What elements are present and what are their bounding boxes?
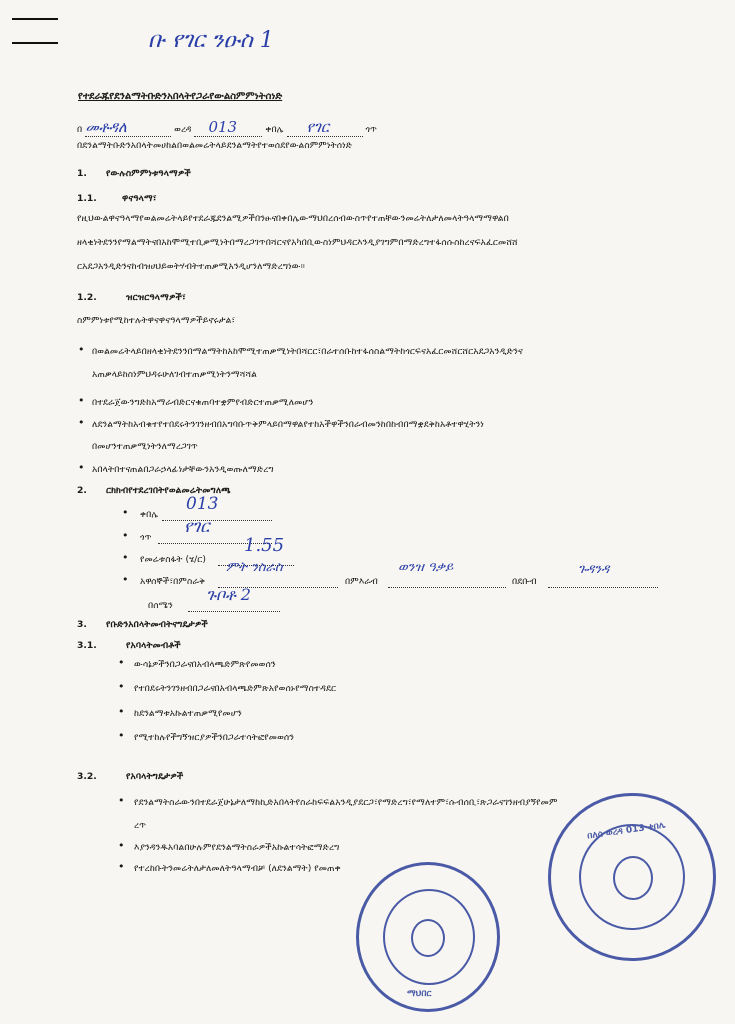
intro-word-4: ጎጥ: [365, 124, 378, 135]
intro-line-2: በደንልማትቡድንአበላትመሀከልበወልመሬትላይደንልማትየተወሰደየውልስምምነትሰነድ: [77, 140, 353, 151]
objective-2: በተደራጀውንግድከአማራብድርናቁጠባተቋምየብድርተጠቃሚለመሆን: [92, 397, 314, 408]
stamp-left-emblem: [411, 919, 445, 957]
intro-word-3: ቀበሌ: [265, 124, 284, 135]
section-1-1-number: 1.1.: [77, 193, 97, 204]
section-3-2-number: 3.2.: [77, 771, 97, 782]
section-3-2-title: የአባላትግዴታዎች: [126, 771, 184, 782]
woreda-value: 013: [208, 118, 238, 136]
bullet-dot: •: [118, 680, 125, 693]
duty-2: እያንዳንዱአባልበሁሉምየደንልማትስራዎችአኩልተሳትፎማድረግ: [134, 842, 340, 853]
duty-1-line-2: ረጥ: [134, 820, 147, 831]
objectives-intro: ስምምነቱየሚከተሉትዋናዋናዓላማዎችይኖሩታል፣: [77, 315, 236, 326]
bullet-dot: •: [118, 794, 125, 807]
bullet-dot: •: [78, 343, 85, 356]
zone-value: መቶዳለ: [85, 118, 127, 136]
woreda-field: [194, 118, 262, 137]
official-stamp-right: [548, 793, 716, 961]
land-got-value: የገር: [184, 517, 210, 537]
intro-word-1: በ: [77, 124, 83, 135]
document-title: የተደራጁየደንልማትቡድንአበላትየጋራየውልስምምነትሰነድ: [78, 91, 283, 102]
section-3-number: 3.: [77, 619, 87, 630]
corner-mark-bottom: [12, 42, 58, 44]
land-west-label: በምእራብ: [345, 576, 378, 587]
bullet-dot: •: [122, 506, 129, 519]
section-3-title: የቡድንአበላትመብትናግዴታዎች: [106, 619, 208, 630]
corner-mark-top: [12, 18, 58, 20]
section-2-title: ርክክብየተደረገበትየወልመሬትመግለጫ: [106, 485, 231, 496]
land-east-value: ምት ንስራስ: [226, 560, 283, 575]
right-3: ከደንልማቱአኩልተጠቃሚየመሆን: [134, 708, 242, 719]
bullet-dot: •: [78, 461, 85, 474]
bullet-dot: •: [122, 551, 129, 564]
section-1-1-title: ዋናዓላማ፣: [122, 193, 157, 204]
section-1-2-number: 1.2.: [77, 292, 97, 303]
stamp-right-emblem: [613, 856, 653, 900]
land-area-value: 1.55: [244, 535, 285, 556]
section-1-number: 1.: [77, 168, 87, 179]
bullet-dot: •: [118, 860, 125, 873]
section-1-title: የውሉስምምነቱዓላማዎች: [106, 168, 191, 179]
objective-3-line-1: ለደንልማትከአብቁተየተበደሩትንገንዘብበአግባቡጥቅምላይበማዋልየተከአችዋችንበራብመንከበከብበማቋደቅከአቶተዋሂትንነ: [92, 419, 484, 430]
stamp-left-text: ማህበር: [407, 989, 432, 999]
land-boundary-label: አዋሰኞች፣በምስራቅ: [140, 576, 206, 587]
official-stamp-left: [356, 862, 500, 1012]
zone-field: [85, 118, 171, 137]
land-got-label: ጎጥ: [140, 532, 152, 543]
kebele-value: የገር: [306, 118, 330, 136]
bullet-dot: •: [118, 656, 125, 669]
land-south-value: ጉዳንዳ: [578, 562, 610, 577]
objective-1-line-1: በወልመሬትላይበዘላቂነትደንንበማልማትከአከሞሚተጠቃሚነትበሻርር፣በራተሰቡከተፋሰስልማትከጎርፍናአፈርመሸርሸርአደጋአንዲድንና: [92, 346, 523, 357]
bullet-dot: •: [118, 729, 125, 742]
objective-3-line-2: በመሆንተጠቃሚነትንለማረጋገጥ: [92, 441, 198, 452]
duty-3: የተረከቡትንመሬትለታለመለትዓላማብቻ (ለደንልማት) የመጠቀ: [134, 863, 341, 874]
purpose-line-3: ርአደጋአንዲድንናከብዝሀህይወትሃብትተጠቃሚአንዲሆንለማድረግነው።: [77, 261, 305, 272]
bullet-dot: •: [78, 394, 85, 407]
land-north-label: በሰሜን: [148, 600, 173, 611]
bullet-dot: •: [118, 705, 125, 718]
land-south-label: በደቡብ: [512, 576, 537, 587]
handwritten-header: ቡ የገር ንዑስ 1: [148, 28, 274, 53]
right-2: የተበደሩትንገንዘብበጋራናበአብላጫድምጽአየወሰኑየማስተዳደር: [134, 683, 337, 694]
land-north-value: ጉቦቶ 2: [206, 585, 251, 604]
duty-1-line-1: የደንልማትስራውንበተደራጀሁኔታለማከኪድአበላትየስራከፍፍልአንዲያደርጋ፣የማድረግ፣የማለተም፣ሱብሰቢ፣ጽጋራናገንዘብያኝየመም: [134, 797, 558, 808]
bullet-dot: •: [118, 839, 125, 852]
bullet-dot: •: [78, 416, 85, 429]
land-kebele-value: 013: [186, 494, 219, 514]
land-kebele-label: ቀበሌ: [140, 509, 159, 520]
purpose-line-1: የዚህውልዋናዓላማየወልመሬትላይየተደራጁደንልሚዎችበንፁናበቀበሌውማህበረሰብውስጥየተጠቸውንመሬትለታለመላትዓላማማዋልበ: [77, 213, 509, 224]
purpose-line-2: ዘላቂነትደንንየማልማትናበአከሞሚተቢቃሚነትበማረጋገጥበሻርናየአካበቢውስነምህዳርእንዲያገግምበማድረግተፋሰሱስከረናፍአፈርመሸሸ: [77, 237, 518, 248]
land-west-field: [388, 573, 506, 588]
section-1-2-title: ዝርዝርዓላማዎች፣: [126, 292, 186, 303]
section-2-number: 2.: [77, 485, 87, 496]
objective-4: አበላትበተናጠልበጋራኃላፊነታቸውንአንዲወጡለማድረግ: [92, 464, 274, 475]
intro-word-2: ወረዳ: [174, 124, 192, 135]
bullet-dot: •: [122, 573, 129, 586]
bullet-dot: •: [122, 529, 129, 542]
objective-1-line-2: አጠቃላይከስነምህዳሩሁለገብተጠቃሚነትንማሻሻል: [92, 369, 258, 380]
section-3-1-number: 3.1.: [77, 640, 97, 651]
land-west-value: ወንዝ ዓቃይ: [398, 560, 454, 575]
right-1: ውሳኔዎችንበጋራናበአብላጫድምጽየመወሰን: [134, 659, 276, 670]
right-4: የሚተከሉየችግኝዝርያዎችንበጋራተሳትፎየመወሰን: [134, 732, 295, 743]
land-area-label: የመሬቱስፋት (ሄ/ር): [140, 554, 206, 565]
section-3-1-title: የአባላትመብቶች: [126, 640, 181, 651]
stamp-right-text: በለሳ ወረዳ 013 ቀበሌ: [586, 820, 667, 842]
kebele-field: [287, 118, 363, 137]
intro-line-1: [77, 118, 378, 137]
